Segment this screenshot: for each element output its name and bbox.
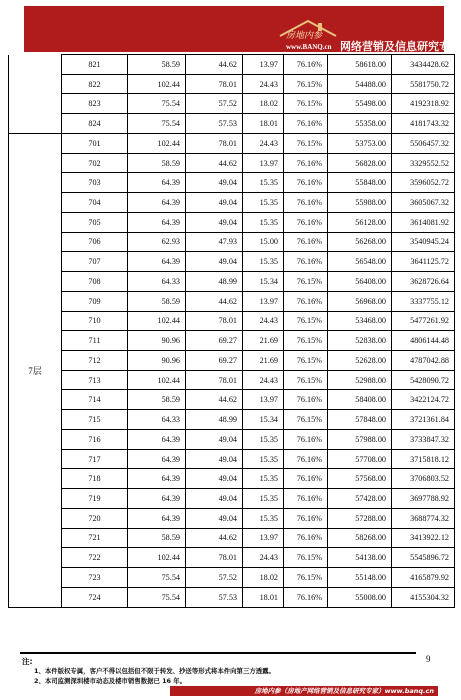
value-cell: 24.43 xyxy=(243,74,284,94)
value-cell: 64.39 xyxy=(128,173,186,193)
table-row xyxy=(9,252,455,272)
value-cell: 78.01 xyxy=(186,370,243,390)
value-cell: 3337755.12 xyxy=(392,291,455,311)
value-cell: 13.97 xyxy=(243,291,284,311)
table-row xyxy=(9,232,455,252)
value-cell: 76.16% xyxy=(284,508,328,528)
value-cell: 76.16% xyxy=(284,153,328,173)
value-cell: 76.15% xyxy=(284,370,328,390)
value-cell: 47.93 xyxy=(186,232,243,252)
value-cell: 13.97 xyxy=(243,55,284,75)
footer-brand-text: 房地内参（房地产网络营销及信息研究专家）www.banq.cn xyxy=(254,687,434,695)
value-cell: 52838.00 xyxy=(328,331,392,351)
value-cell: 49.04 xyxy=(186,508,243,528)
value-cell: 56968.00 xyxy=(328,291,392,311)
value-cell: 3605067.32 xyxy=(392,193,455,213)
value-cell: 57.52 xyxy=(186,94,243,114)
table-row xyxy=(9,331,455,351)
room-number-cell: 824 xyxy=(62,114,128,134)
value-cell: 48.99 xyxy=(186,272,243,292)
room-number-cell: 823 xyxy=(62,94,128,114)
value-cell: 3697788.92 xyxy=(392,489,455,509)
value-cell: 58.59 xyxy=(128,291,186,311)
value-cell: 76.16% xyxy=(284,232,328,252)
value-cell: 49.04 xyxy=(186,429,243,449)
room-number-cell: 706 xyxy=(62,232,128,252)
note-line-2: 2、本司监测深圳楼市动态及楼市销售数据已 16 年。 xyxy=(34,677,186,685)
table-row xyxy=(9,410,455,430)
value-cell: 55148.00 xyxy=(328,568,392,588)
table-row xyxy=(9,153,455,173)
table-row xyxy=(9,311,455,331)
room-number-cell: 724 xyxy=(62,587,128,607)
room-number-cell: 708 xyxy=(62,272,128,292)
value-cell: 76.15% xyxy=(284,548,328,568)
value-cell: 15.35 xyxy=(243,252,284,272)
room-number-cell: 717 xyxy=(62,449,128,469)
value-cell: 4192318.92 xyxy=(392,94,455,114)
room-number-cell: 712 xyxy=(62,351,128,371)
value-cell: 64.33 xyxy=(128,410,186,430)
value-cell: 15.35 xyxy=(243,449,284,469)
value-cell: 52988.00 xyxy=(328,370,392,390)
value-cell: 78.01 xyxy=(186,74,243,94)
value-cell: 49.04 xyxy=(186,193,243,213)
value-cell: 3596052.72 xyxy=(392,173,455,193)
value-cell: 76.16% xyxy=(284,114,328,134)
value-cell: 3434428.62 xyxy=(392,55,455,75)
value-cell: 18.01 xyxy=(243,587,284,607)
value-cell: 57988.00 xyxy=(328,429,392,449)
value-cell: 76.16% xyxy=(284,449,328,469)
value-cell: 21.69 xyxy=(243,331,284,351)
logo-url: www.BANQ.cn xyxy=(286,43,332,51)
value-cell: 64.39 xyxy=(128,449,186,469)
value-cell: 5545896.72 xyxy=(392,548,455,568)
room-number-cell: 711 xyxy=(62,331,128,351)
value-cell: 4165879.92 xyxy=(392,568,455,588)
value-cell: 21.69 xyxy=(243,351,284,371)
value-cell: 78.01 xyxy=(186,133,243,153)
value-cell: 76.15% xyxy=(284,94,328,114)
value-cell: 13.97 xyxy=(243,528,284,548)
value-cell: 18.02 xyxy=(243,568,284,588)
room-number-cell: 705 xyxy=(62,212,128,232)
value-cell: 58.59 xyxy=(128,55,186,75)
value-cell: 56128.00 xyxy=(328,212,392,232)
room-number-cell: 714 xyxy=(62,390,128,410)
note-line-1: 1、本件版权专属，客户不得以包括但不限于转发、抄送等形式将本件向第三方透露。 xyxy=(34,667,275,675)
value-cell: 49.04 xyxy=(186,212,243,232)
table-row xyxy=(9,449,455,469)
table-row xyxy=(9,587,455,607)
value-cell: 54138.00 xyxy=(328,548,392,568)
value-cell: 3641125.72 xyxy=(392,252,455,272)
table-row xyxy=(9,133,455,153)
table-row xyxy=(9,94,455,114)
value-cell: 76.15% xyxy=(284,568,328,588)
value-cell: 76.15% xyxy=(284,272,328,292)
value-cell: 54488.00 xyxy=(328,74,392,94)
value-cell: 15.35 xyxy=(243,508,284,528)
value-cell: 58268.00 xyxy=(328,528,392,548)
page-number: 9 xyxy=(426,654,431,664)
room-number-cell: 703 xyxy=(62,173,128,193)
price-table xyxy=(8,54,455,608)
room-number-cell: 822 xyxy=(62,74,128,94)
value-cell: 76.16% xyxy=(284,173,328,193)
value-cell: 15.35 xyxy=(243,173,284,193)
value-cell: 64.39 xyxy=(128,469,186,489)
value-cell: 24.43 xyxy=(243,370,284,390)
value-cell: 64.39 xyxy=(128,508,186,528)
footer-brand-bar xyxy=(170,686,438,696)
value-cell: 3706803.52 xyxy=(392,469,455,489)
value-cell: 44.62 xyxy=(186,390,243,410)
value-cell: 78.01 xyxy=(186,311,243,331)
table-row xyxy=(9,489,455,509)
room-number-cell: 702 xyxy=(62,153,128,173)
value-cell: 64.39 xyxy=(128,252,186,272)
value-cell: 15.35 xyxy=(243,212,284,232)
value-cell: 15.34 xyxy=(243,410,284,430)
value-cell: 102.44 xyxy=(128,133,186,153)
value-cell: 57288.00 xyxy=(328,508,392,528)
header-title: 网络营销及信息研究专家 xyxy=(340,40,461,53)
value-cell: 57.53 xyxy=(186,587,243,607)
table-row xyxy=(9,291,455,311)
value-cell: 58.59 xyxy=(128,528,186,548)
table-row xyxy=(9,55,455,75)
value-cell: 75.54 xyxy=(128,587,186,607)
value-cell: 76.16% xyxy=(284,55,328,75)
value-cell: 90.96 xyxy=(128,331,186,351)
footer-notes xyxy=(20,652,434,696)
value-cell: 57.52 xyxy=(186,568,243,588)
value-cell: 15.35 xyxy=(243,489,284,509)
value-cell: 57848.00 xyxy=(328,410,392,430)
table-row xyxy=(9,272,455,292)
value-cell: 18.01 xyxy=(243,114,284,134)
value-cell: 78.01 xyxy=(186,548,243,568)
value-cell: 44.62 xyxy=(186,291,243,311)
note-heading: 注: xyxy=(22,657,33,666)
room-number-cell: 718 xyxy=(62,469,128,489)
value-cell: 18.02 xyxy=(243,94,284,114)
room-number-cell: 701 xyxy=(62,133,128,153)
value-cell: 58618.00 xyxy=(328,55,392,75)
value-cell: 4787042.88 xyxy=(392,351,455,371)
table-row xyxy=(9,548,455,568)
value-cell: 76.16% xyxy=(284,193,328,213)
value-cell: 76.15% xyxy=(284,74,328,94)
floor-label: 7层 xyxy=(9,133,62,607)
value-cell: 3413922.12 xyxy=(392,528,455,548)
value-cell: 57708.00 xyxy=(328,449,392,469)
value-cell: 15.35 xyxy=(243,193,284,213)
room-number-cell: 821 xyxy=(62,55,128,75)
value-cell: 55498.00 xyxy=(328,94,392,114)
value-cell: 76.16% xyxy=(284,291,328,311)
room-number-cell: 722 xyxy=(62,548,128,568)
value-cell: 57568.00 xyxy=(328,469,392,489)
room-number-cell: 716 xyxy=(62,429,128,449)
room-number-cell: 710 xyxy=(62,311,128,331)
value-cell: 64.39 xyxy=(128,489,186,509)
room-number-cell: 715 xyxy=(62,410,128,430)
value-cell: 76.15% xyxy=(284,410,328,430)
value-cell: 53753.00 xyxy=(328,133,392,153)
value-cell: 55848.00 xyxy=(328,173,392,193)
value-cell: 3733847.32 xyxy=(392,429,455,449)
value-cell: 76.16% xyxy=(284,489,328,509)
value-cell: 4181743.32 xyxy=(392,114,455,134)
value-cell: 56548.00 xyxy=(328,252,392,272)
value-cell: 76.15% xyxy=(284,133,328,153)
value-cell: 76.15% xyxy=(284,331,328,351)
value-cell: 55008.00 xyxy=(328,587,392,607)
value-cell: 5506457.32 xyxy=(392,133,455,153)
value-cell: 64.39 xyxy=(128,212,186,232)
room-number-cell: 709 xyxy=(62,291,128,311)
value-cell: 64.33 xyxy=(128,272,186,292)
value-cell: 102.44 xyxy=(128,548,186,568)
value-cell: 3329552.52 xyxy=(392,153,455,173)
value-cell: 3628726.64 xyxy=(392,272,455,292)
table-row xyxy=(9,469,455,489)
value-cell: 24.43 xyxy=(243,133,284,153)
value-cell: 44.62 xyxy=(186,55,243,75)
value-cell: 76.15% xyxy=(284,311,328,331)
value-cell: 5477261.92 xyxy=(392,311,455,331)
value-cell: 44.62 xyxy=(186,528,243,548)
room-number-cell: 723 xyxy=(62,568,128,588)
value-cell: 75.54 xyxy=(128,568,186,588)
value-cell: 69.27 xyxy=(186,331,243,351)
value-cell: 24.43 xyxy=(243,548,284,568)
value-cell: 56408.00 xyxy=(328,272,392,292)
value-cell: 49.04 xyxy=(186,469,243,489)
table-row xyxy=(9,351,455,371)
value-cell: 3721361.84 xyxy=(392,410,455,430)
table-row xyxy=(9,173,455,193)
value-cell: 64.39 xyxy=(128,193,186,213)
value-cell: 49.04 xyxy=(186,449,243,469)
value-cell: 76.16% xyxy=(284,212,328,232)
value-cell: 3614081.92 xyxy=(392,212,455,232)
table-row xyxy=(9,370,455,390)
table-row xyxy=(9,568,455,588)
floor-cell-empty xyxy=(9,55,62,134)
value-cell: 58.59 xyxy=(128,153,186,173)
header-banner xyxy=(24,6,461,53)
value-cell: 75.54 xyxy=(128,94,186,114)
value-cell: 3540945.24 xyxy=(392,232,455,252)
value-cell: 55358.00 xyxy=(328,114,392,134)
value-cell: 24.43 xyxy=(243,311,284,331)
value-cell: 5428090.72 xyxy=(392,370,455,390)
value-cell: 75.54 xyxy=(128,114,186,134)
value-cell: 44.62 xyxy=(186,153,243,173)
value-cell: 4806144.48 xyxy=(392,331,455,351)
value-cell: 15.35 xyxy=(243,429,284,449)
table-row xyxy=(9,429,455,449)
table-row xyxy=(9,528,455,548)
value-cell: 76.16% xyxy=(284,528,328,548)
value-cell: 76.16% xyxy=(284,469,328,489)
value-cell: 15.00 xyxy=(243,232,284,252)
room-number-cell: 720 xyxy=(62,508,128,528)
table-row xyxy=(9,390,455,410)
value-cell: 52628.00 xyxy=(328,351,392,371)
value-cell: 13.97 xyxy=(243,153,284,173)
table-row xyxy=(9,508,455,528)
value-cell: 76.16% xyxy=(284,429,328,449)
value-cell: 15.35 xyxy=(243,469,284,489)
value-cell: 4155304.32 xyxy=(392,587,455,607)
value-cell: 69.27 xyxy=(186,351,243,371)
value-cell: 58408.00 xyxy=(328,390,392,410)
value-cell: 49.04 xyxy=(186,173,243,193)
value-cell: 90.96 xyxy=(128,351,186,371)
value-cell: 76.16% xyxy=(284,587,328,607)
value-cell: 102.44 xyxy=(128,370,186,390)
value-cell: 3422124.72 xyxy=(392,390,455,410)
value-cell: 58.59 xyxy=(128,390,186,410)
value-cell: 76.16% xyxy=(284,390,328,410)
value-cell: 57428.00 xyxy=(328,489,392,509)
value-cell: 76.15% xyxy=(284,351,328,371)
logo-name: 房地内参 xyxy=(286,30,323,40)
table-row xyxy=(9,74,455,94)
value-cell: 5581750.72 xyxy=(392,74,455,94)
room-number-cell: 713 xyxy=(62,370,128,390)
value-cell: 64.39 xyxy=(128,429,186,449)
table-row xyxy=(9,114,455,134)
value-cell: 102.44 xyxy=(128,311,186,331)
room-number-cell: 707 xyxy=(62,252,128,272)
value-cell: 56828.00 xyxy=(328,153,392,173)
value-cell: 13.97 xyxy=(243,390,284,410)
value-cell: 57.53 xyxy=(186,114,243,134)
value-cell: 56268.00 xyxy=(328,232,392,252)
value-cell: 3715818.12 xyxy=(392,449,455,469)
value-cell: 49.04 xyxy=(186,489,243,509)
room-number-cell: 721 xyxy=(62,528,128,548)
value-cell: 76.16% xyxy=(284,252,328,272)
value-cell: 49.04 xyxy=(186,252,243,272)
value-cell: 62.93 xyxy=(128,232,186,252)
room-number-cell: 704 xyxy=(62,193,128,213)
room-number-cell: 719 xyxy=(62,489,128,509)
table-row xyxy=(9,212,455,232)
value-cell: 53468.00 xyxy=(328,311,392,331)
value-cell: 48.99 xyxy=(186,410,243,430)
value-cell: 3688774.32 xyxy=(392,508,455,528)
value-cell: 55988.00 xyxy=(328,193,392,213)
value-cell: 102.44 xyxy=(128,74,186,94)
table-row xyxy=(9,193,455,213)
value-cell: 15.34 xyxy=(243,272,284,292)
